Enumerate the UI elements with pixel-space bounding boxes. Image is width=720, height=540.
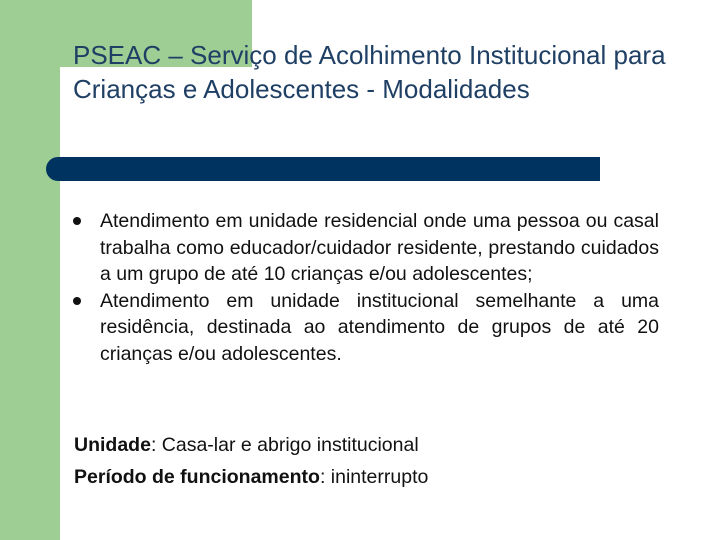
slide-title: PSEAC – Serviço de Acolhimento Institucional para Crianças e Adolescentes - Modalidades — [73, 40, 666, 104]
bullet-item — [73, 208, 659, 288]
bullet-dot-icon — [73, 297, 81, 305]
unit-line — [74, 429, 674, 461]
bullet-text: Atendimento em unidade institucional semelhante a uma residência, destinada ao atendimento de grupos de até 20 crianças e/ou adolescentes. — [100, 289, 659, 365]
unit-label: Unidade — [74, 434, 151, 456]
bullet-dot-icon — [73, 217, 81, 225]
bullet-item — [73, 288, 659, 368]
left-green-strip — [0, 0, 60, 540]
footer-info — [74, 429, 674, 493]
bullet-text: Atendimento em unidade residencial onde uma pessoa ou casal trabalha como educador/cuidador residente, prestando cuidados a um grupo de até 10 crianças e/ou adolescentes; — [100, 210, 659, 285]
period-value: : ininterrupto — [319, 466, 429, 488]
unit-value: : Casa-lar e abrigo institucional — [150, 434, 419, 456]
period-line — [74, 461, 674, 493]
period-label: Período de funcionamento — [74, 466, 320, 488]
title-divider-bar — [46, 157, 600, 181]
bullet-list — [73, 208, 659, 367]
